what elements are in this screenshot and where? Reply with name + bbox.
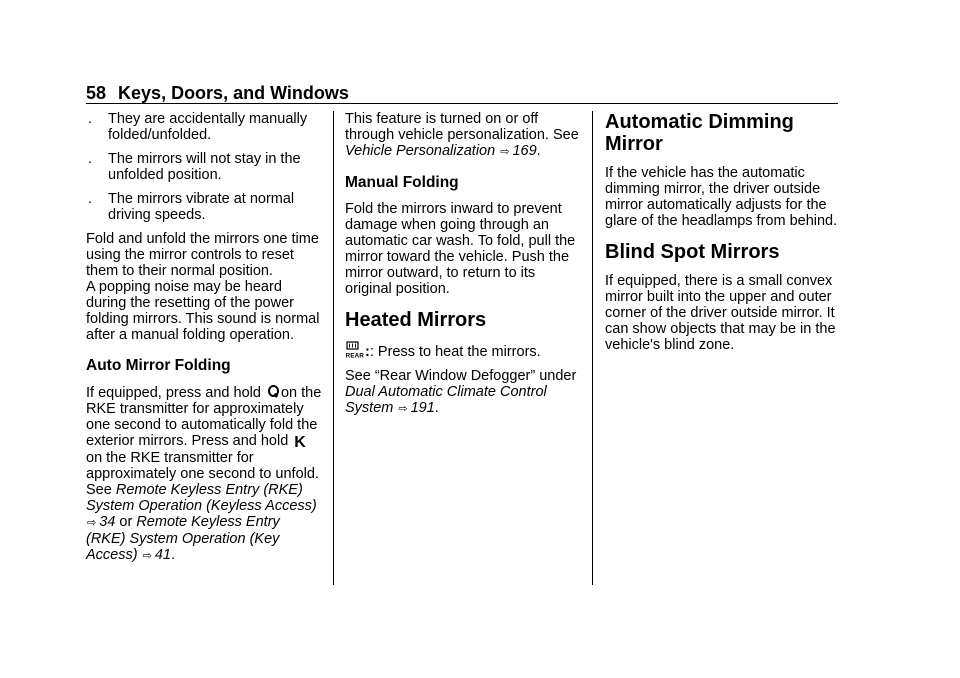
rke-key-access-reference-link[interactable]: Remote Keyless Entry (RKE) System Operation (Key Access) — [86, 514, 280, 563]
page-ref-arrow-icon: ⇨ — [398, 403, 408, 415]
dimming-paragraph: If the vehicle has the automatic dimming mirror, the driver outside mirror automatically adjusts for the glare of the headlamps from behind. — [605, 165, 838, 229]
column-divider — [333, 111, 334, 585]
bullet-symbol: . — [88, 151, 93, 167]
list-item-text: The mirrors will not stay in the unfolded position. — [108, 151, 301, 183]
header-rule — [86, 103, 838, 104]
page-ref-191[interactable]: 191 — [410, 400, 435, 416]
auto-mirror-folding-heading: Auto Mirror Folding — [86, 357, 231, 374]
automatic-dimming-heading: Automatic Dimming Mirror — [605, 111, 794, 155]
page-number: 58 — [86, 83, 107, 103]
column-3 — [605, 111, 841, 353]
defogger-reference-paragraph: See “Rear Window Defogger” under Dual Automatic Climate Control System ⇨ 191. — [345, 368, 577, 416]
list-item — [86, 191, 322, 223]
page-ref-arrow-icon: ⇨ — [87, 517, 97, 529]
auto-folding-paragraph: If equipped, press and hold on the RKE transmitter for approximately one second to automatically fold the exterior mirrors. Press and hold Kon the RKE transmitter for approximately one second to unfold. — [86, 385, 322, 482]
climate-control-reference-link[interactable]: Dual Automatic Climate Control System — [345, 384, 547, 416]
page-ref-arrow-icon: ⇨ — [500, 146, 510, 158]
personalization-paragraph: This feature is turned on or off through vehicle personalization. See Vehicle Personalization ⇨ 169. — [345, 111, 579, 159]
page-ref-34[interactable]: 34 — [99, 514, 116, 530]
page-ref-169[interactable]: 169 — [512, 143, 537, 159]
unlock-key-icon: K — [294, 434, 306, 451]
lock-key-icon — [267, 384, 279, 399]
blind-spot-paragraph: If equipped, there is a small convex mirror built into the upper and outer corner of the driver outside mirror. It can show objects that may be in the vehicle's blind zone. — [605, 273, 836, 353]
heated-mirrors-heading: Heated Mirrors — [345, 309, 487, 331]
column-1 — [86, 111, 322, 564]
rke-keyless-reference-link[interactable]: Remote Keyless Entry (RKE) System Operation (Keyless Access) — [86, 482, 317, 514]
bullet-symbol: . — [88, 111, 93, 127]
reference-paragraph: See Remote Keyless Entry (RKE) System Operation (Keyless Access) ⇨ 34 or Remote Keyless Entry (RKE) System Operation (Key Access) ⇨ 41. — [86, 482, 317, 563]
reset-paragraph: Fold and unfold the mirrors one time using the mirror controls to reset them to their normal position. — [86, 231, 319, 279]
blind-spot-heading: Blind Spot Mirrors — [605, 241, 780, 263]
column-divider — [592, 111, 593, 585]
noise-paragraph: A popping noise may be heard during the resetting of the power folding mirrors. This sound is normal after a manual folding operation. — [86, 279, 320, 343]
rear-icon-label: REAR — [345, 352, 364, 360]
page-ref-arrow-icon: ⇨ — [142, 550, 152, 562]
heated-mirrors-paragraph: REAR :: Press to heat the mirrors. — [345, 341, 581, 360]
page-ref-41[interactable]: 41 — [154, 547, 171, 563]
vehicle-personalization-link[interactable]: Vehicle Personalization — [345, 143, 496, 159]
page-header — [86, 82, 838, 104]
rear-defog-icon — [345, 341, 364, 360]
list-item — [86, 111, 322, 143]
column-2 — [345, 111, 581, 417]
manual-folding-paragraph: Fold the mirrors inward to prevent damage when going through an automatic car wash. To fold, pull the mirror toward the vehicle. Push the mirror outward, to return to its original position. — [345, 201, 576, 297]
manual-folding-heading: Manual Folding — [345, 174, 459, 191]
list-item-text: The mirrors vibrate at normal driving speeds. — [108, 191, 295, 223]
list-item-text: They are accidentally manually folded/unfolded. — [108, 111, 308, 143]
bullet-symbol: . — [88, 191, 93, 207]
list-item — [86, 151, 322, 183]
section-title: Keys, Doors, and Windows — [118, 83, 349, 103]
